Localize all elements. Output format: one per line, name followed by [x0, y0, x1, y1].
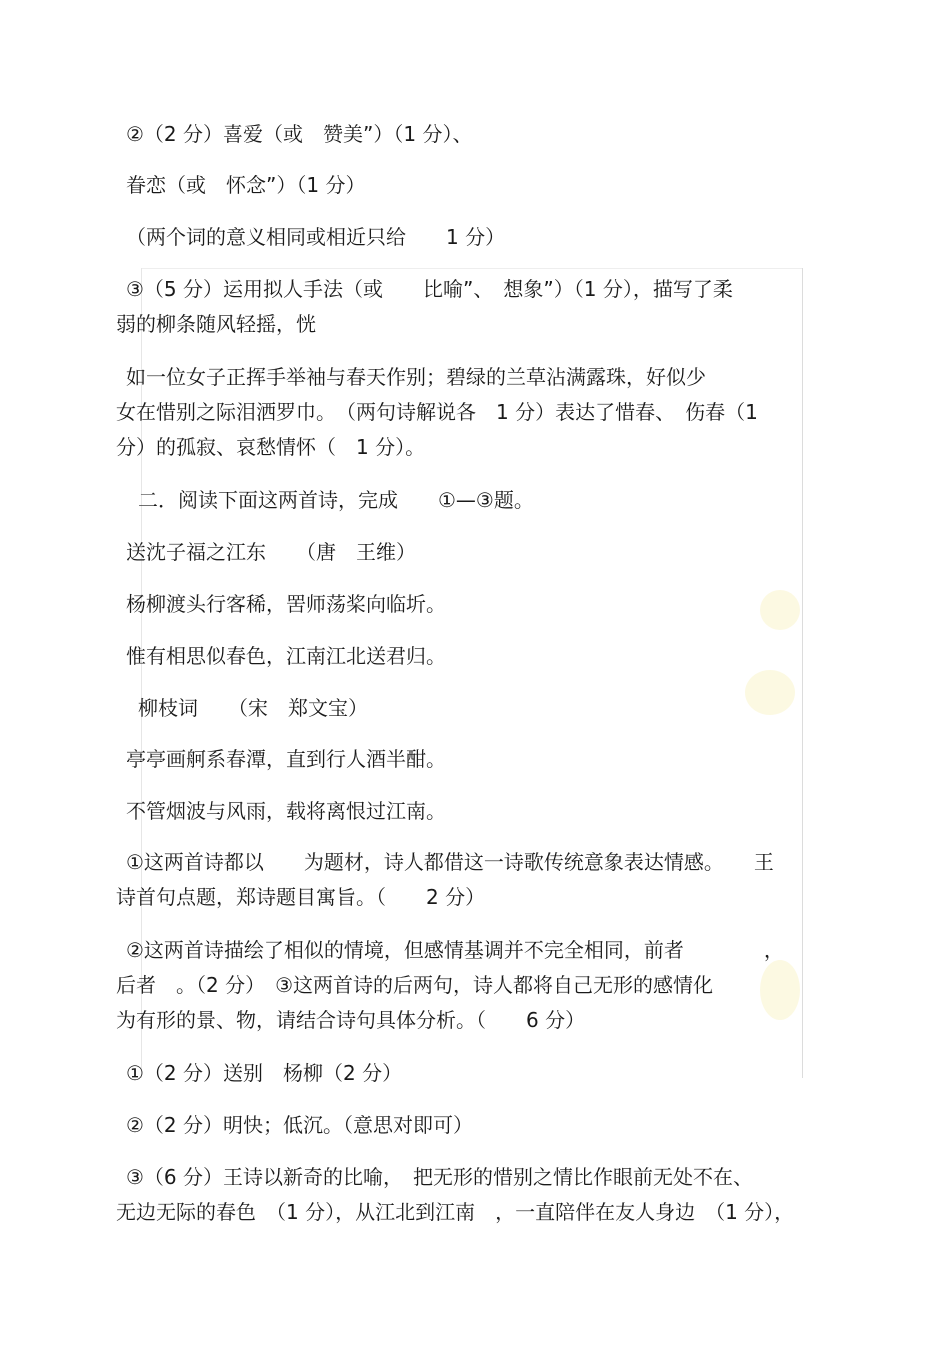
question-line: 为有形的景、物，请结合诗句具体分析。（ 6 分）	[116, 1008, 586, 1032]
watermark-blob	[760, 590, 800, 630]
answer-line: ②（2 分）喜爱（或 赞美”）（1 分）、	[126, 122, 473, 146]
answer-line: 女在惜别之际泪洒罗巾。 （两句诗解说各 1 分）表达了惜春、 伤春（1	[116, 400, 758, 424]
poem-line: 不管烟波与风雨，载将离恨过江南。	[126, 799, 446, 823]
poem-line: 亭亭画舸系春潭，直到行人酒半酣。	[126, 747, 446, 771]
answer-line: 眷恋（或 怀念”）（1 分）	[126, 173, 366, 197]
watermark-blob	[760, 960, 800, 1020]
answer-line: 无边无际的春色 （1 分），从江北到江南 ，一直陪伴在友人身边 （1 分），	[116, 1200, 795, 1224]
answer-line: ①（2 分）送别 杨柳（2 分）	[126, 1061, 403, 1085]
poem-line: 杨柳渡头行客稀，罟师荡桨向临圻。	[126, 592, 446, 616]
answer-line: ③（6 分）王诗以新奇的比喻， 把无形的惜别之情比作眼前无处不在、	[126, 1165, 754, 1189]
answer-line: ②（2 分）明快；低沉。（意思对即可）	[126, 1113, 474, 1137]
answer-line: ③（5 分）运用拟人手法（或 比喻”、 想象”）（1 分），描写了柔	[126, 277, 733, 301]
question-line: 后者 。（2 分） ③这两首诗的后两句，诗人都将自己无形的感情化	[116, 973, 714, 997]
answer-line: 如一位女子正挥手举袖与春天作别；碧绿的兰草沾满露珠，好似少	[126, 365, 706, 389]
question-line: ②这两首诗描绘了相似的情境，但感情基调并不完全相同，前者 ，	[126, 938, 784, 962]
poem-title: 送沈子福之江东 （唐 王维）	[126, 540, 416, 564]
question-line: ①这两首诗都以 为题材，诗人都借这一诗歌传统意象表达情感。 王	[126, 850, 774, 874]
section-heading: 二．阅读下面这两首诗，完成 ①—③题。	[138, 488, 534, 512]
answer-note: （两个词的意义相同或相近只给 1 分）	[126, 225, 506, 249]
answer-line: 分）的孤寂、哀愁情怀（ 1 分）。	[116, 435, 426, 459]
question-line: 诗首句点题，郑诗题目寓旨。（ 2 分）	[116, 885, 486, 909]
watermark-blob	[745, 670, 795, 715]
poem-line: 惟有相思似春色，江南江北送君归。	[126, 644, 446, 668]
answer-line: 弱的柳条随风轻摇，恍	[116, 312, 316, 336]
poem-title: 柳枝词 （宋 郑文宝）	[138, 696, 368, 720]
